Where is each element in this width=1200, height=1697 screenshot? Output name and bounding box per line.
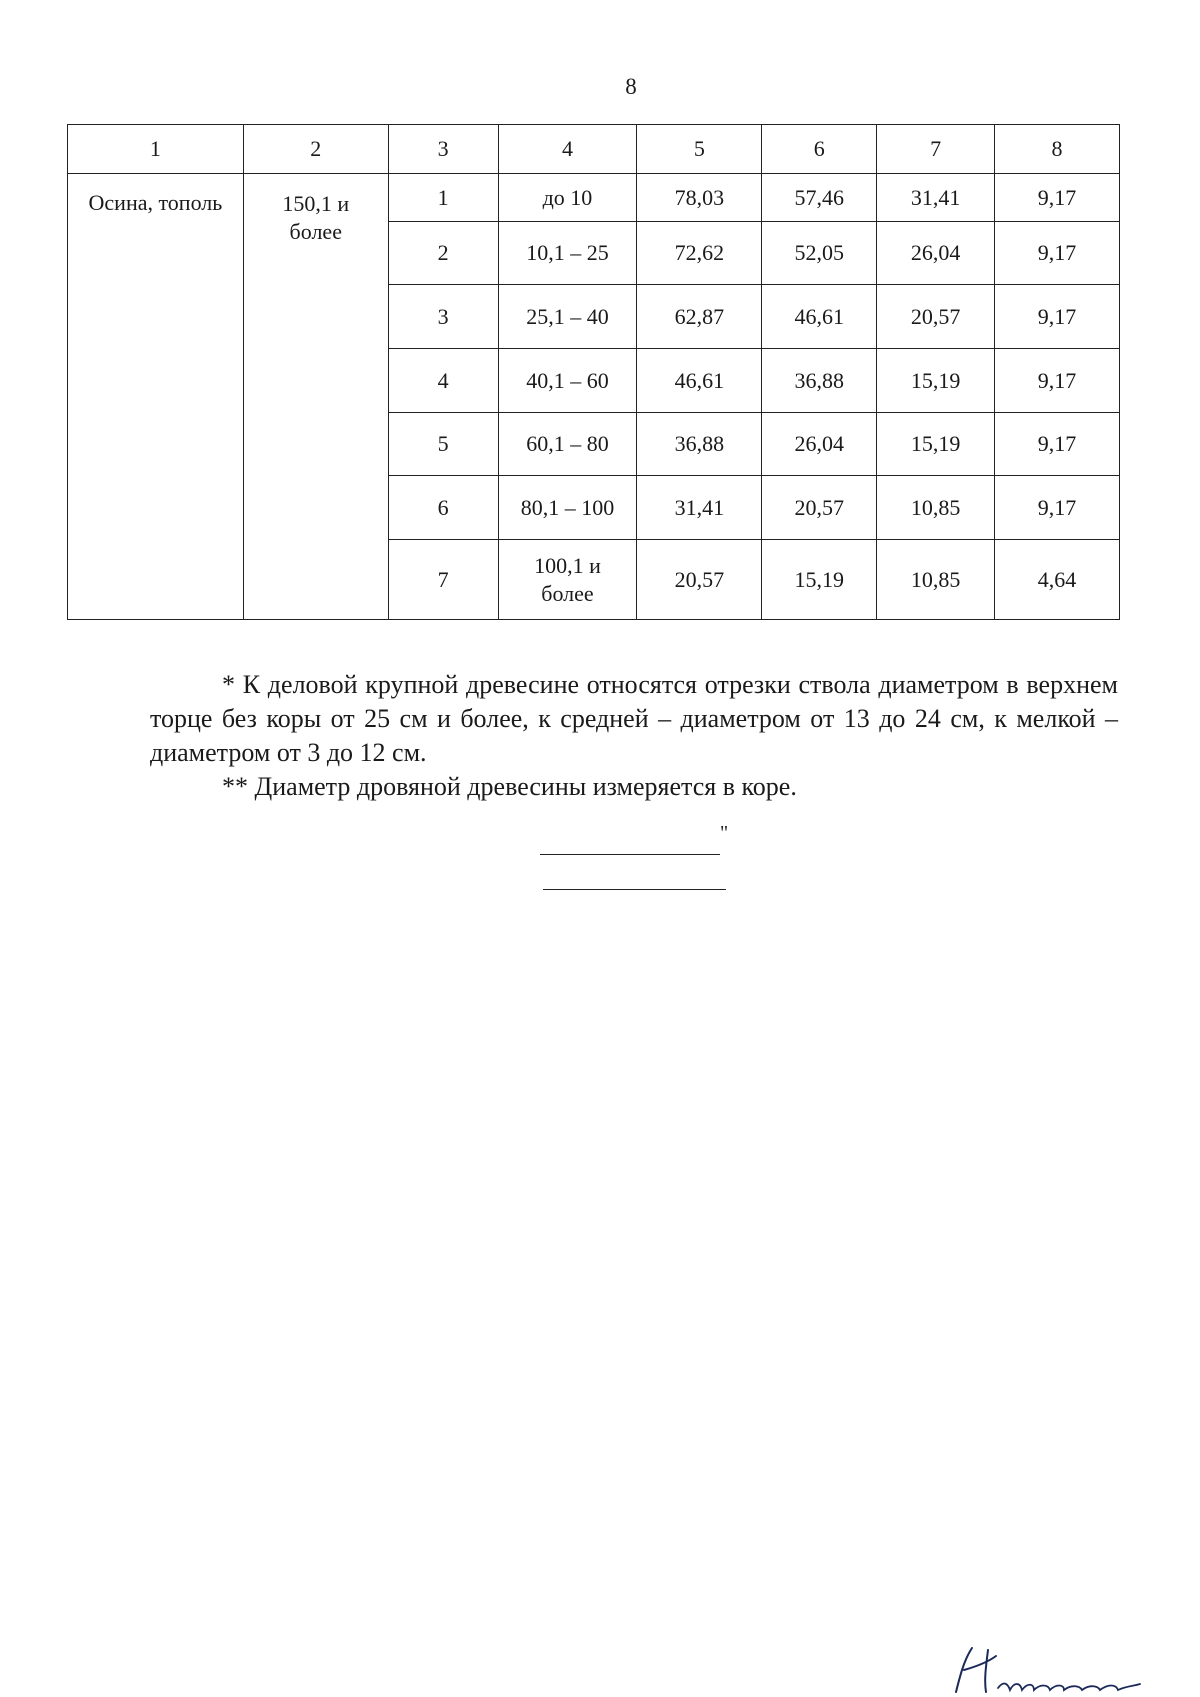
diameter-range-cell: 80,1 – 100 [498, 476, 637, 540]
value-cell: 4,64 [995, 540, 1120, 620]
column-header: 1 [68, 125, 244, 174]
value-cell: 31,41 [877, 174, 995, 222]
value-cell: 20,57 [637, 540, 762, 620]
value-cell: 15,19 [877, 413, 995, 476]
column-header: 2 [243, 125, 388, 174]
column-header: 4 [498, 125, 637, 174]
value-cell: 9,17 [995, 413, 1120, 476]
value-cell: 26,04 [877, 222, 995, 285]
column-header: 8 [995, 125, 1120, 174]
separator-line [540, 854, 720, 855]
value-cell: 9,17 [995, 174, 1120, 222]
diameter-range-cell: 10,1 – 25 [498, 222, 637, 285]
table-header-row [68, 125, 1120, 174]
value-cell: 62,87 [637, 285, 762, 349]
value-cell: 52,05 [762, 222, 877, 285]
diameter-range-cell: до 10 [498, 174, 637, 222]
diameter-range-cell: 60,1 – 80 [498, 413, 637, 476]
row-number-cell: 2 [388, 222, 498, 285]
diameter-range-line: 100,1 и [534, 552, 601, 578]
page-number: 8 [625, 74, 637, 99]
value-cell: 20,57 [762, 476, 877, 540]
value-cell: 46,61 [637, 349, 762, 413]
closing-quote: " [720, 822, 729, 844]
value-cell: 20,57 [877, 285, 995, 349]
value-cell: 36,88 [637, 413, 762, 476]
volume-cell [243, 174, 388, 620]
diameter-range-cell: 25,1 – 40 [498, 285, 637, 349]
column-header: 3 [388, 125, 498, 174]
value-cell: 31,41 [637, 476, 762, 540]
volume-line: более [289, 219, 342, 244]
row-number-cell: 7 [388, 540, 498, 620]
row-number-cell: 3 [388, 285, 498, 349]
row-number-cell: 6 [388, 476, 498, 540]
value-cell: 15,19 [877, 349, 995, 413]
column-header: 5 [637, 125, 762, 174]
value-cell: 57,46 [762, 174, 877, 222]
value-cell: 36,88 [762, 349, 877, 413]
footnote-1: * К деловой крупной древесине относятся отрезки ствола диаметром в верхнем торце без коры от 25 см и более, к средней – диаметром от 13 до 24 см, к мелкой – диаметром от 3 до 12 см. [150, 670, 1118, 767]
value-cell: 9,17 [995, 285, 1120, 349]
row-number-cell: 5 [388, 413, 498, 476]
diameter-range-line: более [541, 580, 594, 606]
diameter-range-cell [498, 540, 637, 620]
diameter-range-cell: 40,1 – 60 [498, 349, 637, 413]
value-cell: 46,61 [762, 285, 877, 349]
volume-line: 150,1 и [282, 191, 350, 216]
species-cell: Осина, тополь [68, 174, 244, 620]
value-cell: 9,17 [995, 349, 1120, 413]
value-cell: 10,85 [877, 540, 995, 620]
separator-line [543, 889, 726, 890]
value-cell: 9,17 [995, 222, 1120, 285]
footnote-2: ** Диаметр дровяной древесины измеряется в коре. [222, 772, 797, 801]
handwritten-signature [944, 1640, 1164, 1697]
row-number-cell: 4 [388, 349, 498, 413]
footnotes [150, 668, 1118, 804]
value-cell: 72,62 [637, 222, 762, 285]
value-cell: 15,19 [762, 540, 877, 620]
column-header: 7 [877, 125, 995, 174]
table-row [68, 174, 1120, 222]
rates-table [67, 124, 1120, 620]
value-cell: 78,03 [637, 174, 762, 222]
value-cell: 26,04 [762, 413, 877, 476]
value-cell: 9,17 [995, 476, 1120, 540]
column-header: 6 [762, 125, 877, 174]
value-cell: 10,85 [877, 476, 995, 540]
row-number-cell: 1 [388, 174, 498, 222]
